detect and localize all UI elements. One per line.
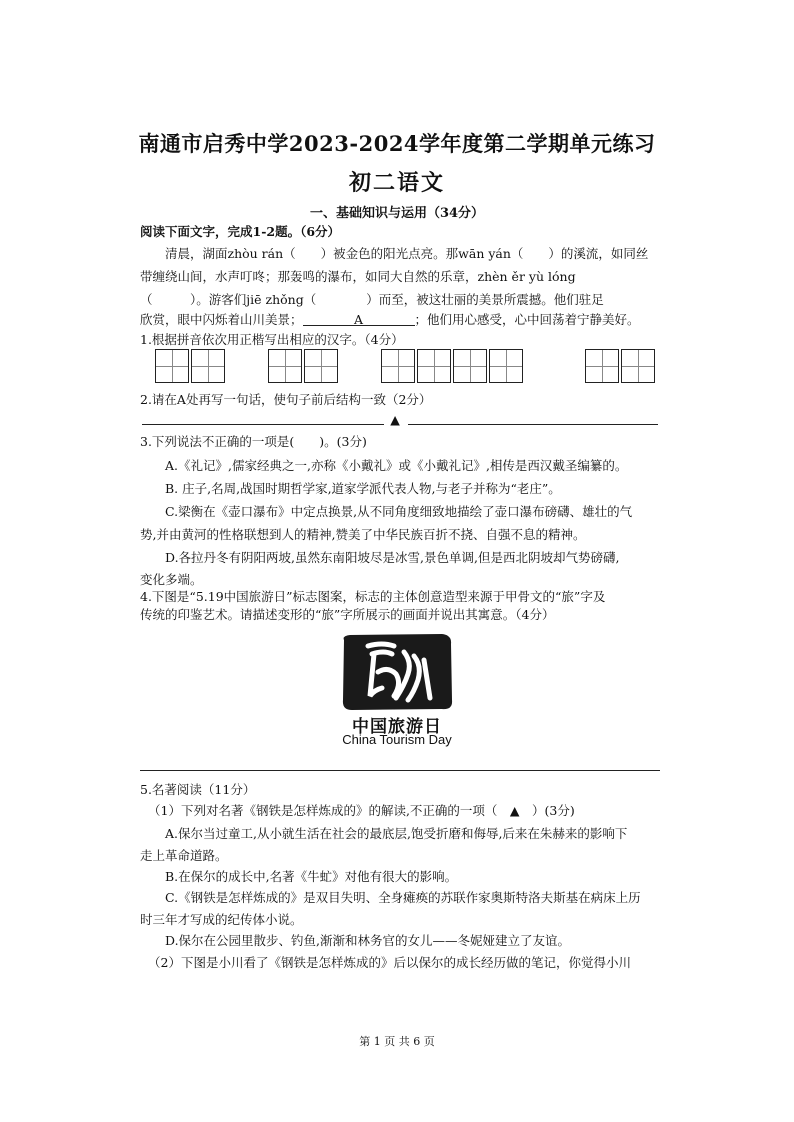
char-box-5[interactable] [381,349,415,383]
character-grid [155,349,675,387]
q5-sub-1: （1）下列对名著《钢铁是怎样炼成的》的解读,不正确的一项（ ▲ ）(3分) [148,803,575,818]
answer-line-q2-left[interactable] [142,424,384,425]
question-5: 5.名著阅读（11分） [140,782,256,797]
exam-title: 南通市启秀中学2023-2024学年度第二学期单元练习 [138,131,656,156]
reading-line-1: 清晨，湖面zhòu rán（ ）被金色的阳光点亮。那wān yán（ ）的溪流，如同丝 [165,246,649,261]
reading-line-2: 带缠绕山间，水声叮咚；那轰鸣的瀑布，如同大自然的乐章，zhèn ěr yù lóng [140,269,576,284]
q3-option-a: A.《礼记》,儒家经典之一,亦称《小戴礼》或《小戴礼记》,相传是西汉戴圣编纂的。 [165,458,628,473]
char-box-10[interactable] [621,349,655,383]
exam-subject: 初二语文 [348,170,445,196]
q5-option-c: C.《钢铁是怎样炼成的》是双目失明、全身瘫痪的苏联作家奥斯特洛夫斯基在病床上历 [165,890,641,905]
q5-option-c-cont: 时三年才写成的纪传体小说。 [140,912,303,927]
q5-sub-2: （2）下图是小川看了《钢铁是怎样炼成的》后以保尔的成长经历做的笔记，你觉得小川 [148,955,631,970]
char-box-6[interactable] [417,349,451,383]
section-heading: 一、基础知识与运用（34分） [309,206,485,221]
logo-caption-cn: 中国旅游日 [352,717,442,737]
logo-caption-en: China Tourism Day [342,732,452,747]
q3-option-b: B. 庄子,名周,战国时期哲学家,道家学派代表人物,与老子并称为“老庄”。 [165,481,561,496]
question-4-line-1: 4.下图是“5.19中国旅游日”标志图案，标志的主体创意造型来源于甲骨文的“旅”字及 [140,589,606,604]
blank-a-marker: A [354,312,364,327]
question-4-line-2: 传统的印鉴艺术。请描述变形的“旅”字所展示的画面并说出其寓意。（4分） [140,607,555,622]
seal-icon [338,632,456,712]
answer-line-q2-right[interactable] [408,424,658,425]
char-box-3[interactable] [268,349,302,383]
char-box-2[interactable] [191,349,225,383]
answer-line-q4[interactable] [140,770,660,771]
q5-option-b: B.在保尔的成长中,名著《牛虻》对他有很大的影响。 [165,869,458,884]
answer-blank-a[interactable] [303,312,415,326]
page-footer: 第 1 页 共 6 页 [359,1035,435,1048]
question-2: 2.请在A处再写一句话，使句子前后结构一致（2分） [140,392,432,407]
q3-option-c: C.梁衡在《壶口瀑布》中定点换景,从不同角度细致地描绘了壶口瀑布磅礴、雄壮的气 [165,504,633,519]
question-1: 1.根据拼音依次用正楷写出相应的汉字。（4分） [140,332,404,347]
reading-line-3: （ ）。游客们jiē zhǒng（ ）而至，被这壮丽的美景所震撼。他们驻足 [140,292,604,307]
reading-line-4 [140,312,680,328]
q3-option-d-cont: 变化多端。 [140,572,203,587]
reading-line-4-head: 欣赏，眼中闪烁着山川美景； [140,312,303,327]
char-box-9[interactable] [585,349,619,383]
reading-intro: 阅读下面文字，完成1-2题。（6分） [140,224,341,239]
q5-option-a-cont: 走上革命道路。 [140,848,228,863]
char-box-7[interactable] [453,349,487,383]
q3-option-c-cont: 势,并由黄河的性格联想到人的精神,赞美了中华民族百折不挠、自强不息的精神。 [140,527,586,542]
char-box-8[interactable] [489,349,523,383]
char-box-4[interactable] [304,349,338,383]
q3-option-d: D.各拉丹冬有阴阳两坡,虽然东南阳坡尽是冰雪,景色单调,但是西北阴坡却气势磅礴, [165,550,620,565]
q2-marker: ▲ [390,412,400,427]
reading-line-4-tail: ；他们用心感受，心中回荡着宁静美好。 [414,312,640,327]
question-3: 3.下列说法不正确的一项是( )。(3分) [140,434,367,449]
q5-option-a: A.保尔当过童工,从小就生活在社会的最底层,饱受折磨和侮辱,后来在朱赫来的影响下 [165,826,628,841]
char-box-1[interactable] [155,349,189,383]
q5-option-d: D.保尔在公园里散步、钓鱼,渐渐和林务官的女儿——冬妮娅建立了友谊。 [165,933,571,948]
